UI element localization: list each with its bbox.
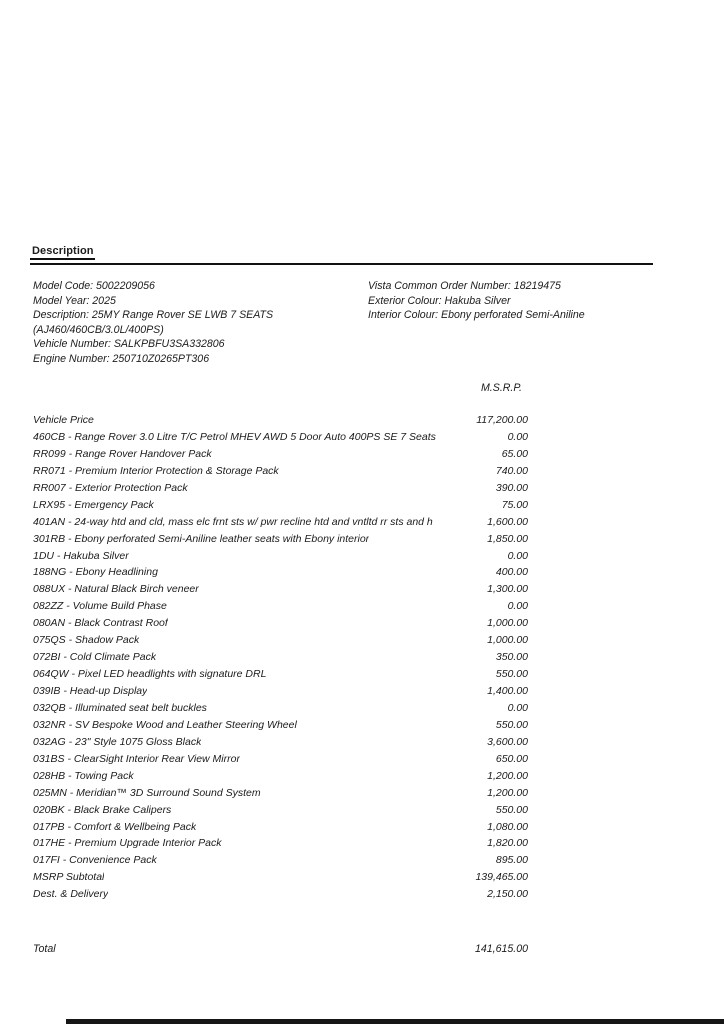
item-label: 017FI - Convenience Pack bbox=[33, 854, 157, 867]
item-amount: 1,600.00 bbox=[487, 515, 528, 528]
info-line: Vehicle Number: SALKPBFU3SA332806 bbox=[33, 338, 225, 351]
line-item bbox=[33, 531, 528, 548]
item-amount: 1,080.00 bbox=[487, 820, 528, 833]
item-label: 080AN - Black Contrast Roof bbox=[33, 617, 168, 630]
item-label: 031BS - ClearSight Interior Rear View Mirror bbox=[33, 752, 240, 765]
page-bottom-scan-bar bbox=[66, 1019, 724, 1024]
info-line: Vista Common Order Number: 18219475 bbox=[368, 280, 561, 292]
item-amount: 139,465.00 bbox=[475, 871, 528, 884]
item-label: 460CB - Range Rover 3.0 Litre T/C Petrol MHEV AWD 5 Door Auto 400PS SE 7 Seats bbox=[33, 430, 436, 443]
info-line: Description: 25MY Range Rover SE LWB 7 SEATS bbox=[33, 309, 274, 322]
item-label: 028HB - Towing Pack bbox=[33, 769, 134, 782]
item-amount: 0.00 bbox=[507, 430, 528, 443]
line-item bbox=[33, 734, 528, 751]
item-amount: 1,400.00 bbox=[487, 685, 528, 697]
item-label: 301RB - Ebony perforated Semi-Aniline leather seats with Ebony interior bbox=[33, 532, 370, 545]
item-amount: 390.00 bbox=[495, 481, 528, 494]
info-line: Engine Number: 250710Z0265PT306 bbox=[33, 352, 210, 365]
line-item bbox=[33, 564, 528, 581]
item-amount: 1,000.00 bbox=[487, 634, 528, 647]
item-label: 039IB - Head-up Display bbox=[33, 685, 148, 697]
line-item bbox=[33, 632, 528, 649]
line-item bbox=[33, 717, 528, 734]
item-amount: 1,820.00 bbox=[487, 837, 528, 850]
item-label: 017PB - Comfort & Wellbeing Pack bbox=[33, 820, 197, 833]
line-item bbox=[33, 666, 528, 683]
line-item bbox=[33, 429, 528, 446]
line-item bbox=[33, 463, 528, 480]
item-amount: 0.00 bbox=[507, 701, 528, 714]
line-item bbox=[33, 869, 528, 886]
line-item bbox=[33, 446, 528, 463]
line-item bbox=[33, 581, 528, 598]
item-amount: 65.00 bbox=[501, 447, 528, 460]
item-label: 072BI - Cold Climate Pack bbox=[33, 651, 157, 664]
item-amount: 1,200.00 bbox=[487, 786, 528, 799]
line-item bbox=[33, 649, 528, 666]
item-label: RR071 - Premium Interior Protection & Storage Pack bbox=[33, 464, 279, 477]
item-label: 1DU - Hakuba Silver bbox=[33, 549, 129, 562]
item-label: 188NG - Ebony Headlining bbox=[33, 566, 158, 579]
item-label: Vehicle Price bbox=[33, 414, 94, 426]
info-line: (AJ460/460CB/3.0L/400PS) bbox=[33, 323, 164, 336]
item-label: 064QW - Pixel LED headlights with signature DRL bbox=[33, 668, 267, 681]
item-amount: 0.00 bbox=[507, 600, 528, 613]
info-line: Interior Colour: Ebony perforated Semi-Aniline bbox=[368, 309, 585, 322]
item-label: 020BK - Black Brake Calipers bbox=[33, 803, 172, 816]
item-label: RR099 - Range Rover Handover Pack bbox=[33, 447, 212, 460]
vehicle-info bbox=[33, 279, 658, 366]
item-amount: 0.00 bbox=[507, 549, 528, 562]
line-item bbox=[33, 768, 528, 785]
item-amount: 3,600.00 bbox=[487, 735, 528, 748]
item-amount: 550.00 bbox=[495, 718, 528, 731]
item-amount: 740.00 bbox=[495, 464, 528, 477]
item-amount: 117,200.00 bbox=[476, 414, 528, 426]
item-label: 082ZZ - Volume Build Phase bbox=[33, 600, 167, 613]
item-amount: 2,150.00 bbox=[487, 888, 528, 901]
item-amount: 895.00 bbox=[495, 854, 528, 867]
item-label: 075QS - Shadow Pack bbox=[33, 634, 140, 647]
line-item bbox=[33, 835, 528, 852]
line-item bbox=[33, 514, 528, 531]
item-label: MSRP Subtotal bbox=[33, 871, 105, 884]
item-label: LRX95 - Emergency Pack bbox=[33, 498, 154, 511]
section-title: Description bbox=[30, 245, 95, 260]
line-item bbox=[33, 802, 528, 819]
item-label: 401AN - 24-way htd and cld, mass elc frnt sts w/ pwr recline htd and vntltd rr sts and h bbox=[33, 515, 433, 528]
item-amount: 75.00 bbox=[501, 498, 528, 511]
item-label: 025MN - Meridian™ 3D Surround Sound System bbox=[33, 786, 261, 799]
item-amount: 1,850.00 bbox=[487, 532, 528, 545]
pricing-table bbox=[33, 412, 528, 903]
item-label: Dest. & Delivery bbox=[33, 888, 109, 901]
total-row bbox=[33, 941, 528, 958]
item-amount: 650.00 bbox=[495, 752, 528, 765]
line-item bbox=[33, 615, 528, 632]
item-amount: 400.00 bbox=[495, 566, 528, 579]
total-label: Total bbox=[33, 943, 56, 955]
line-item bbox=[33, 548, 528, 565]
vehicle-info-left-column bbox=[33, 279, 368, 366]
item-amount: 1,200.00 bbox=[487, 769, 528, 782]
item-label: 032NR - SV Bespoke Wood and Leather Steering Wheel bbox=[33, 718, 297, 731]
item-amount: 1,000.00 bbox=[487, 617, 528, 630]
line-item bbox=[33, 598, 528, 615]
line-item bbox=[33, 819, 528, 836]
item-label: RR007 - Exterior Protection Pack bbox=[33, 481, 188, 494]
line-item bbox=[33, 700, 528, 717]
item-amount: 1,300.00 bbox=[487, 583, 528, 596]
line-item bbox=[33, 751, 528, 768]
item-label: 032AG - 23" Style 1075 Gloss Black bbox=[33, 735, 202, 748]
line-item bbox=[33, 785, 528, 802]
item-amount: 550.00 bbox=[495, 803, 528, 816]
line-item bbox=[33, 412, 528, 429]
vehicle-info-right-column bbox=[368, 279, 658, 366]
line-item bbox=[33, 886, 528, 903]
line-item bbox=[33, 683, 528, 700]
item-amount: 550.00 bbox=[495, 668, 528, 681]
line-item bbox=[33, 852, 528, 869]
total-amount: 141,615.00 bbox=[474, 943, 528, 955]
item-label: 017HE - Premium Upgrade Interior Pack bbox=[33, 837, 222, 850]
line-item bbox=[33, 480, 528, 497]
info-line: Exterior Colour: Hakuba Silver bbox=[368, 294, 511, 307]
section-header bbox=[30, 241, 653, 265]
item-amount: 350.00 bbox=[495, 651, 528, 664]
info-line: Model Year: 2025 bbox=[33, 294, 116, 307]
item-label: 088UX - Natural Black Birch veneer bbox=[33, 583, 199, 596]
info-line: Model Code: 5002209056 bbox=[33, 280, 155, 292]
msrp-column-header: M.S.R.P. bbox=[480, 382, 522, 394]
line-item bbox=[33, 497, 528, 514]
item-label: 032QB - Illuminated seat belt buckles bbox=[33, 701, 207, 714]
